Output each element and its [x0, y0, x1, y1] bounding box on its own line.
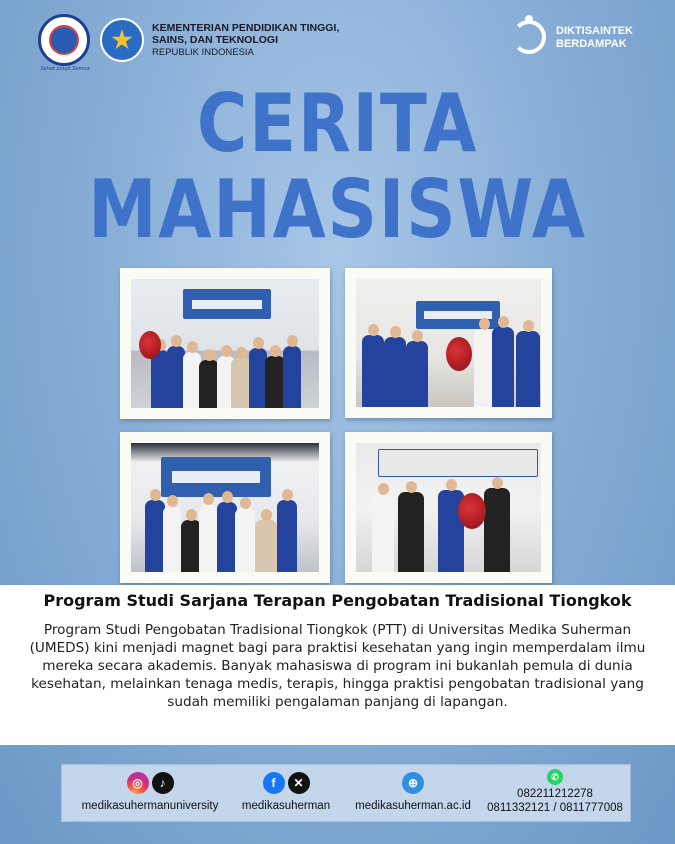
bouquet-icon	[139, 331, 161, 359]
website-url[interactable]: medikasuherman.ac.id	[355, 800, 471, 812]
photo-banner	[183, 289, 271, 319]
photo-3	[120, 432, 330, 583]
bouquet-icon	[446, 337, 472, 371]
kementerian-logo	[100, 18, 144, 62]
title-line2: MAHASISWA	[88, 163, 587, 256]
info-heading: Program Studi Sarjana Terapan Pengobatan Tradisional Tiongkok	[43, 591, 632, 610]
photo-2	[345, 268, 552, 418]
diktisaintek-text	[556, 25, 633, 51]
facebook-x-handle[interactable]: medikasuherman	[241, 800, 331, 812]
x-icon[interactable]: ✕	[288, 772, 310, 794]
photo-1	[120, 268, 330, 419]
contact-instagram-tiktok[interactable]	[70, 772, 230, 812]
contact-box	[61, 764, 631, 822]
info-body: Program Studi Pengobatan Tradisional Tiongkok (PTT) di Universitas Medika Suherman (UMEDS) kini menjadi magnet bagi para praktisi kesehatan yang ingin memperdalam ilmu mereka secara akademis. Banyak mahasiswa di program ini bukanlah pemula di dunia kesehatan, melainkan tenaga medis, terapis, hingga praktisi pengobatan tradisional yang sudah memiliki pengalaman panjang di lapangan.	[29, 622, 646, 710]
whatsapp-icon[interactable]: ✆	[547, 769, 563, 785]
facebook-icon[interactable]: f	[263, 772, 285, 794]
header-bar	[0, 0, 675, 80]
whatsapp-number-2[interactable]: 0811332121 / 0811777008	[487, 802, 623, 814]
umeds-tagline: Sehat untuk Semua	[40, 66, 90, 72]
title-line1: CERITA	[196, 77, 479, 170]
kementerian-line3: REPUBLIK INDONESIA	[152, 47, 254, 58]
bouquet-icon	[458, 493, 486, 529]
kementerian-line2: SAINS, DAN TEKNOLOGI	[152, 34, 279, 46]
whatsapp-number-1[interactable]: 082211212278	[517, 788, 593, 800]
tiktok-icon[interactable]: ♪	[152, 772, 174, 794]
globe-icon[interactable]: ⊕	[402, 772, 424, 794]
dikti-line1: DIKTISAINTEK	[556, 25, 633, 37]
contact-whatsapp[interactable]	[482, 769, 628, 814]
diktisaintek-logo-icon	[512, 20, 546, 54]
instagram-tiktok-handle[interactable]: medikasuhermanuniversity	[81, 800, 219, 812]
contact-facebook-x[interactable]	[234, 772, 338, 812]
instagram-icon[interactable]: ◎	[127, 772, 149, 794]
photo-banner	[161, 457, 271, 497]
photo-banner	[378, 449, 538, 477]
dikti-line2: BERDAMPAK	[556, 38, 627, 50]
kementerian-line1: KEMENTERIAN PENDIDIKAN TINGGI,	[152, 22, 340, 34]
contact-website[interactable]	[342, 772, 484, 812]
umeds-logo	[38, 14, 90, 66]
kementerian-text	[152, 22, 382, 59]
photo-4	[345, 432, 552, 583]
